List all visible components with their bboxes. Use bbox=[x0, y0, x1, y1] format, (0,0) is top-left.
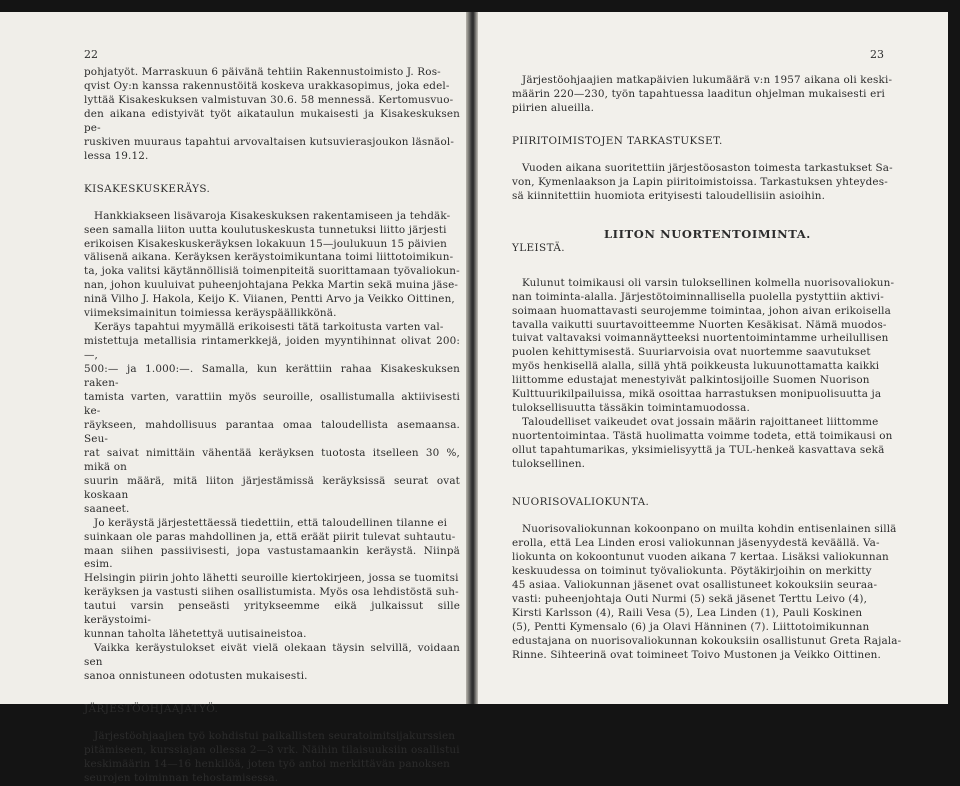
section-heading-piiritoimistojen-tarkastukset: PIIRITOIMISTOJEN TARKASTUKSET. bbox=[512, 134, 723, 147]
jarjestoohjaaja-paragraph: Järjestöohjaajien työ kohdistui paikallisten seuratoimitsijakurssien pitämiseen, kurssiajan ollessa 2—3 vrk. Näihin tilaisuuksiin osallistui keskimäärin 14—16 henkilöä, joten työ antoi merkittävän panoksen seurojen toiminnan tehostamisessa. bbox=[84, 729, 460, 784]
section-heading-jarjestoohjaajatyo: JÄRJESTÖOHJAAJATYÖ. bbox=[84, 703, 219, 716]
left-text-column bbox=[84, 66, 460, 786]
nuorisovaliokunta-paragraph: Nuorisovaliokunnan kokoonpano on muilta kohdin entisenlainen sillä erolla, että Lea Linden erosi valiokunnan jäsenyydestä keväällä. Va- liokunta on kokoontunut vuoden aikana 7 kertaa. Lisäksi valiokunnan keskuudessa on toiminut työvaliokunta. Pöytäkirjoihin on merkitty 45 asiaa. Valiokunnan jäsenet ovat osallistuneet kokouksiin seuraa- vasti: puheenjohtaja Outi Nurmi (5) sekä jäsenet Terttu Leivo (4), Kirsti Karlsson (4), Raili Vesa (5), Lea Linden (1), Pauli Koskinen (5), Pentti Kymensalo (6) ja Olavi Hänninen (7). Liittotoimikunnan edustajana on nuorisovaliokunnan kokouksiin osallistunut Greta Rajala- Rinne. Sihteerinä ovat toimineet Toivo Mustonen ja Veikko Oittinen. bbox=[512, 522, 902, 661]
yleista-paragraph-2: Taloudelliset vaikeudet ovat jossain määrin rajoittaneet liittomme nuortentoimintaa. Tästä huolimatta voimme todeta, että toimikausi on ollut tapahtumarikas, yksimielisyyttä ja TUL-henkeä kasvattava sekä tuloksellinen. bbox=[512, 416, 893, 471]
page-number-right: 23 bbox=[870, 48, 884, 61]
right-intro-paragraph: Järjestöohjaajien matkapäivien lukumäärä v:n 1957 aikana oli keski- määrin 220—230, työn tapahtuessa laaditun ohjelman mukaisesti eri piirien alueilla. bbox=[512, 74, 893, 114]
tarkastukset-paragraph: Vuoden aikana suoritettiin järjestöosaston toimesta tarkastukset Sa- von, Kymenlaakson ja Lapin piiritoimistoissa. Tarkastuksen yhteydes- sä kiinnitettiin huomiota erityisesti taloudellisiin asioihin. bbox=[512, 161, 893, 202]
main-heading-nuortentoiminta: LIITON NUORTENTOIMINTA. bbox=[604, 226, 811, 241]
nuortentoiminta-heading-row bbox=[512, 228, 910, 264]
right-text-column bbox=[512, 74, 910, 663]
section-heading-nuorisovaliokunta: NUORISOVALIOKUNTA. bbox=[512, 496, 650, 509]
left-page bbox=[0, 12, 466, 784]
kerays-paragraph-2: Keräys tapahtui myymällä erikoisesti tätä tarkoitusta varten val- mistettuja metallisia rintamerkkejä, joiden myyntihinnat olivat 200:—, 500:— ja 1.000:—. Samalla, kun kerättiin rahaa Kisakeskuksen raken- tamista varten, varattiin myös seuroille, osallistumalla aktiivisesti ke- räykseen, mahdollisuus parantaa omaa taloudellista asemaansa. Seu- rat saivat nimittäin vähentää keräyksen tuotosta itselleen 30 %, mikä on suurin määrä, mitä liiton järjestämissä keräyksissä seurat ovat koskaan saaneet. bbox=[84, 321, 460, 515]
book-spine bbox=[466, 12, 478, 704]
page-number-left: 22 bbox=[84, 48, 98, 61]
section-heading-yleista: YLEISTÄ. bbox=[512, 241, 565, 254]
left-intro-paragraph: pohjatyöt. Marraskuun 6 päivänä tehtiin Rakennustoimisto J. Ros- qvist Oy:n kanssa rakennustöitä koskeva urakkasopimus, joka edel- lyttää Kisakeskuksen valmistuvan 30.6. 58 mennessä. Kertomusvuo- den aikana edistyivät työt aikataulun mukaisesti ja Kisakeskuksen pe- ruskiven muuraus tapahtui arvovaltaisen kutsuvierasjoukon läsnäol- lessa 19.12. bbox=[84, 66, 460, 162]
section-heading-kisakeskuskerays: KISAKESKUSKERÄYS. bbox=[84, 182, 211, 195]
kerays-paragraph-1: Hankkiakseen lisävaroja Kisakeskuksen rakentamiseen ja tehdäk- seen samalla liiton uutta koulutuskeskusta tunnetuksi liitto järjesti erikoisen Kisakeskuskeräyksen lokakuun 15—joulukuun 15 päivien välisenä aikana. Keräyksen keräystoimikuntana toimi liittotoimikun- ta, joka valitsi käytännöllisiä toimenpiteitä suorittamaan työvaliokun- nan, johon kuuluivat puheenjohtajana Pekka Martin sekä muina jäse- ninä Vilho J. Hakola, Keijo K. Viianen, Pentti Arvo ja Veikko Oittinen, viimeksimainitun toimiessa keräyspäällikkönä. bbox=[84, 209, 460, 320]
yleista-paragraph-1: Kulunut toimikausi oli varsin tuloksellinen kolmella nuorisovaliokun- nan toiminta-alalla. Järjestötoiminnallisella puolella pystyttiin aktivi- soimaan huomattavasti seurojemme toimintaa, johon aivan erikoisella tavalla vaikutti suurtavoitteemme Nuorten Kesäkisat. Nämä muodos- tuivat valtavaksi voimannäytteeksi nuortentoimintamme urheilullisen puolen kehittymisestä. Suuriarvoisia ovat nuortemme saavutukset myös henkisellä alalla, sillä yhtä poikkeusta lukuunottamatta kaikki liittomme edustajat menestyivät palkintosijoille Suomen Nuorison Kulttuurikilpailuissa, mikä osoittaa harrastuksen monipuolisuutta ja tuloksellisuutta tässäkin toimintamuodossa. bbox=[512, 276, 895, 415]
kerays-paragraph-3: Jo keräystä järjestettäessä tiedettiin, että taloudellinen tilanne ei suinkaan ole paras mahdollinen ja, että eräät piirit tulevat suhtautu- maan siihen passiivisesti, jopa vastustamaankin keräystä. Niinpä esim. Helsingin piirin johto lähetti seuroille kiertokirjeen, jossa se tuomitsi keräyksen ja vastusti siihen osallistumista. Myös osa lehdistöstä suh- tautui varsin penseästi yritykseemme eikä julkaissut sille keräystoimi- kunnan taholta lähetettyä uutisaineistoa. bbox=[84, 516, 460, 641]
right-page bbox=[478, 12, 948, 704]
kerays-paragraph-4: Vaikka keräystulokset eivät vielä olekaan täysin selvillä, voidaan sen sanoa onnistuneen odotusten mukaisesti. bbox=[84, 642, 460, 683]
